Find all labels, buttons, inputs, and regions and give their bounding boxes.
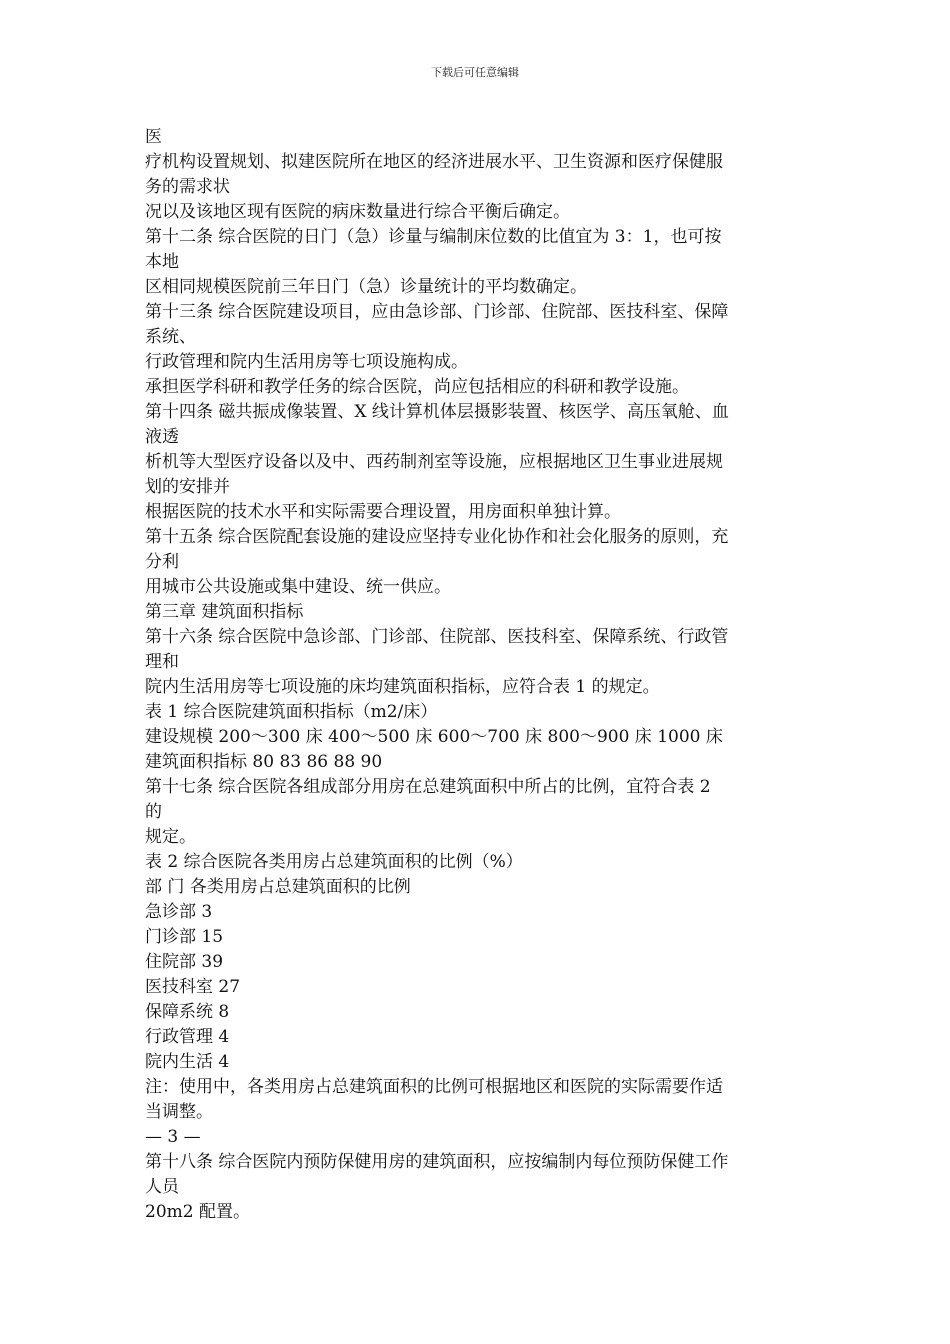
table-caption: 表 1 综合医院建筑面积指标（m2/床） xyxy=(145,702,438,722)
text-line: 承担医学科研和教学任务的综合医院，尚应包括相应的科研和教学设施。 xyxy=(145,377,689,397)
chapter-heading: 第三章 建筑面积指标 xyxy=(145,602,304,622)
text-line: 疗机构设置规划、拟建医院所在地区的经济进展水平、卫生资源和医疗保健服 xyxy=(145,152,723,172)
text-line: 分利 xyxy=(145,552,179,572)
text-line: 第十八条 综合医院内预防保健用房的建筑面积，应按编制内每位预防保健工作 xyxy=(145,1152,729,1172)
text-line: 划的安排并 xyxy=(145,477,230,497)
text-line: 第十七条 综合医院各组成部分用房在总建筑面积中所占的比例，宜符合表 2 xyxy=(145,777,711,797)
text-line: 根据医院的技术水平和实际需要合理设置，用房面积单独计算。 xyxy=(145,502,621,522)
document-body xyxy=(145,125,815,1225)
text-line: 系统、 xyxy=(145,327,196,347)
text-line: 第十三条 综合医院建设项目，应由急诊部、门诊部、住院部、医技科室、保障 xyxy=(145,302,729,322)
text-line: 第十六条 综合医院中急诊部、门诊部、住院部、医技科室、保障系统、行政管 xyxy=(145,627,729,647)
page-header: 下载后可任意编辑 xyxy=(431,66,519,79)
table-row: 急诊部 3 xyxy=(145,902,213,922)
text-line: 析机等大型医疗设备以及中、西药制剂室等设施，应根据地区卫生事业进展规 xyxy=(145,452,723,472)
text-line: 液透 xyxy=(145,427,179,447)
table-row: 院内生活 4 xyxy=(145,1052,230,1072)
text-line: 的 xyxy=(145,802,162,822)
table-header: 部 门 各类用房占总建筑面积的比例 xyxy=(145,877,411,897)
table-row: 住院部 39 xyxy=(145,952,224,972)
table-row: 保障系统 8 xyxy=(145,1002,230,1022)
text-line: 第十二条 综合医院的日门（急）诊量与编制床位数的比值宜为 3：1，也可按 xyxy=(145,227,722,247)
text-line: 规定。 xyxy=(145,827,196,847)
text-line: 务的需求状 xyxy=(145,177,230,197)
text-line: 第十五条 综合医院配套设施的建设应坚持专业化协作和社会化服务的原则，充 xyxy=(145,527,729,547)
table-row: 建筑面积指标 80 83 86 88 90 xyxy=(145,752,383,772)
text-line: 院内生活用房等七项设施的床均建筑面积指标，应符合表 1 的规定。 xyxy=(145,677,660,697)
text-line: 第十四条 磁共振成像装置、X 线计算机体层摄影装置、核医学、高压氧舱、血 xyxy=(145,402,729,422)
text-line: 医 xyxy=(145,127,162,147)
text-line: 本地 xyxy=(145,252,179,272)
table-row: 门诊部 15 xyxy=(145,927,224,947)
text-line: 区相同规模医院前三年日门（急）诊量统计的平均数确定。 xyxy=(145,277,587,297)
table-caption: 表 2 综合医院各类用房占总建筑面积的比例（%） xyxy=(145,852,523,872)
text-line: 用城市公共设施或集中建设、统一供应。 xyxy=(145,577,451,597)
table-row: 医技科室 27 xyxy=(145,977,241,997)
text-line: 理和 xyxy=(145,652,179,672)
text-line: 人员 xyxy=(145,1177,179,1197)
table-row: 建设规模 200～300 床 400～500 床 600～700 床 800～900 床 1000 床 xyxy=(145,727,723,747)
note-line: 当调整。 xyxy=(145,1102,213,1122)
text-line: 况以及该地区现有医院的病床数量进行综合平衡后确定。 xyxy=(145,202,570,222)
table-row: 行政管理 4 xyxy=(145,1027,230,1047)
page-number: — 3 — xyxy=(145,1127,201,1147)
text-line: 20m2 配置。 xyxy=(145,1202,250,1222)
text-line: 行政管理和院内生活用房等七项设施构成。 xyxy=(145,352,468,372)
note-line: 注：使用中，各类用房占总建筑面积的比例可根据地区和医院的实际需要作适 xyxy=(145,1077,723,1097)
